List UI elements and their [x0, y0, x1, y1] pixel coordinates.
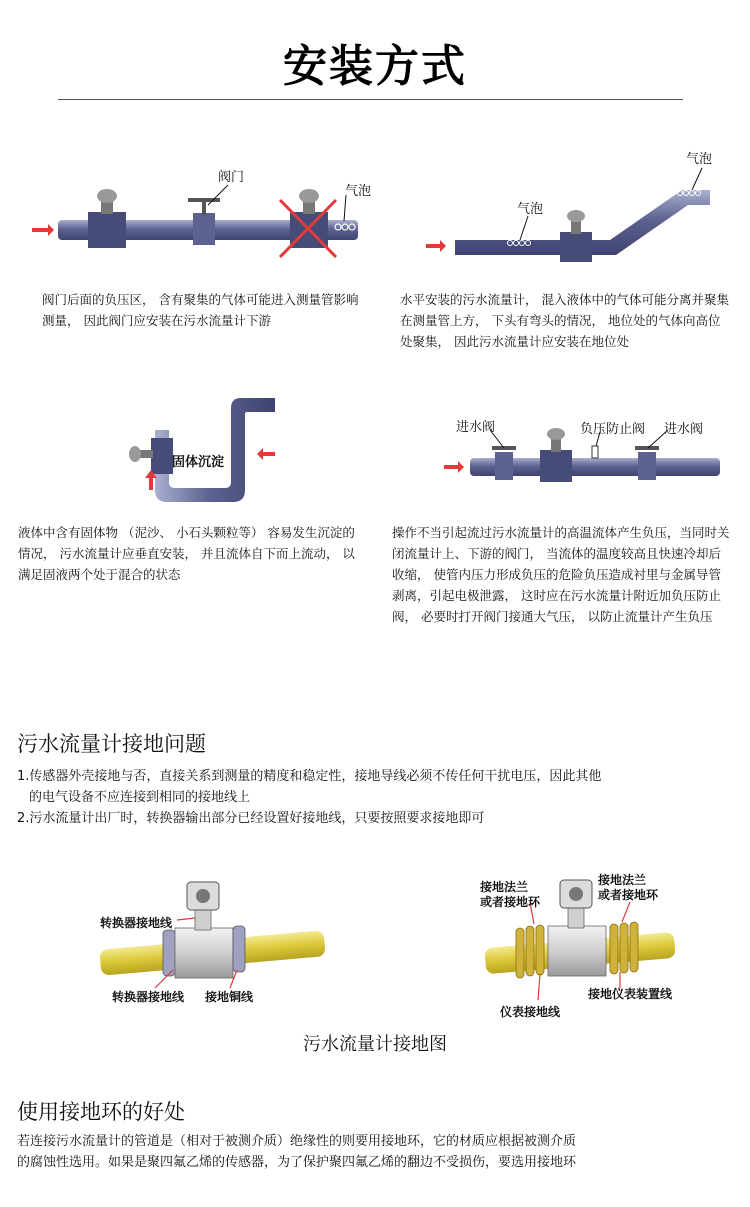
panel3-meter-body: [151, 438, 173, 474]
panel2-label-bubble-mid: 气泡: [517, 202, 544, 217]
panel1-meter-head: [97, 189, 117, 203]
panel1-pipe-diagram: [28, 165, 368, 285]
panel1-flow-arrow: [32, 224, 54, 236]
panel2-description: 水平安装的污水流量计， 混入液体中的气体可能分离并聚集在测量管上方， 下头有弯头的情况， 地位处的气体向高位处聚集， 因此污水流量计应安装在地位处: [400, 292, 729, 349]
grounding-left-diagram: [95, 870, 335, 1000]
grounding-heading: 污水流量计接地问题: [17, 732, 206, 756]
left-meter-body: [175, 928, 233, 978]
left-label-converter-bottom: 转换器接地线: [112, 990, 185, 1004]
right-pointer-flange-right: [622, 902, 630, 922]
panel2-bubble-pointer-mid: [520, 216, 528, 240]
grounding-item1-line1: 1.传感器外壳接地与否，直接关系到测量的精度和稳定性，接地导线必须不传任何干扰电压，因此其他: [17, 769, 602, 784]
grounding-item1-line2: 的电气设备不应连接到相同的接地线上: [29, 790, 251, 805]
panel2-meter-neck: [571, 220, 581, 234]
panel3-label-solids: 固体沉淀: [172, 455, 225, 470]
panel1-valve-stem: [202, 201, 206, 215]
panel1-label-valve: 阀门: [218, 170, 245, 185]
page-title: 安装方式: [283, 41, 467, 92]
right-ring-right: [610, 922, 638, 974]
right-label-device: 接地仪表装置线: [588, 987, 673, 1001]
panel1-valve-handle: [188, 198, 220, 202]
panel2-bubble-pointer-top: [692, 168, 702, 190]
panel4-label-inlet-right: 进水阀: [664, 422, 704, 437]
panel1-description: 阀门后面的负压区， 含有聚集的气体可能进入测量管影响测量， 因此阀门应安装在污水流量计下游: [42, 292, 359, 328]
panel2-meter-body: [560, 232, 592, 262]
right-label-meter: 仪表接地线: [500, 1005, 561, 1019]
panel3-pipe-diagram: [125, 390, 315, 510]
left-pointer-top: [177, 918, 195, 920]
grounding-caption: 污水流量计接地图: [303, 1034, 447, 1055]
left-label-copper: 接地铜线: [205, 990, 254, 1004]
left-flange-b: [233, 926, 245, 972]
ring-heading: 使用接地环的好处: [17, 1100, 185, 1124]
panel4-description: 操作不当引起流过污水流量计的高温流体产生负压，当同时关闭流量计上、下游的阀门， 当流体的温度较高且快速冷却后收缩， 使管内压力形成负压的危险负压造成衬里与金属导管剥离，引起电极泄露， 这时应在污水流量计附近加负压防止阀， 必要时打开阀门接通大气压， 以防止流量计产生负压: [392, 525, 730, 624]
ring-line2: 的腐蚀性选用。如果是聚四氟乙烯的传感器，为了保护聚四氟乙烯的翻边不受损伤，要选用接地环: [17, 1155, 577, 1170]
right-meter-neck: [568, 906, 584, 928]
panel2-label-bubble-top: 气泡: [686, 152, 713, 167]
ring-line1: 若连接污水流量计的管道是（相对于被测介质）绝缘性的则要用接地环，它的材质应根据被测介质: [17, 1134, 577, 1149]
left-converter-display: [196, 889, 210, 903]
right-pointer-meter: [538, 974, 540, 1000]
right-label-flange-left-2: 或者接地环: [480, 895, 541, 909]
left-label-converter-top: 转换器接地线: [100, 916, 173, 930]
panel4-meter-neck: [551, 438, 561, 452]
panel4-valve-right-handle: [635, 446, 659, 450]
right-label-flange-right-2: 或者接地环: [598, 888, 659, 902]
right-ring-left: [516, 925, 544, 978]
right-label-flange-left-1: 接地法兰: [480, 880, 529, 894]
panel1-label-bubble: 气泡: [345, 184, 372, 199]
panel3-description: 液体中含有固体物 （泥沙、 小石头颗粒等） 容易发生沉淀的情况， 污水流量计应垂直安装， 并且流体自下而上流动， 以满足固液两个处于混合的状态: [18, 525, 355, 582]
left-meter-neck: [195, 908, 211, 930]
panel1-valve-body: [193, 213, 215, 245]
panel3-flow-arrow-out: [257, 448, 275, 460]
panel1-meter-body: [88, 212, 126, 248]
grounding-item2: 2.污水流量计出厂时，转换器输出部分已经设置好接地线，只要按照要求接地即可: [17, 811, 485, 826]
right-meter-body: [548, 926, 606, 976]
panel2-flow-arrow: [426, 240, 446, 252]
right-label-flange-right-1: 接地法兰: [598, 873, 647, 887]
panel4-label-inlet-left: 进水阀: [456, 420, 496, 435]
panel4-meter-body: [540, 450, 572, 482]
panel4-flow-arrow: [444, 461, 464, 473]
panel4-valve-left: [495, 452, 513, 480]
panel4-relief-valve: [592, 446, 598, 458]
panel2-meter-head: [567, 210, 585, 222]
panel1-meter2-head: [299, 189, 319, 203]
panel4-meter-head: [547, 428, 565, 440]
panel3-meter-head: [129, 446, 141, 462]
panel4-valve-right: [638, 452, 656, 480]
right-converter-display: [569, 887, 583, 901]
left-flange-a: [163, 930, 175, 976]
panel4-label-relief: 负压防止阀: [580, 422, 646, 437]
panel2-pipe-diagram: [420, 160, 740, 280]
